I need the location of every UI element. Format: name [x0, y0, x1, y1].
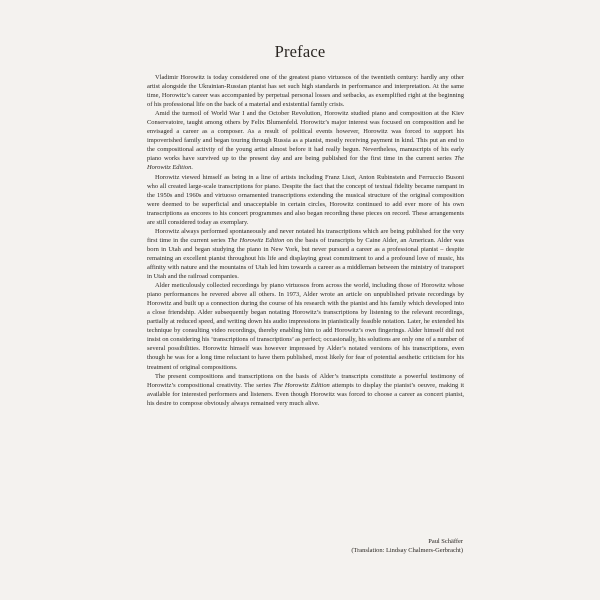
author-name: Paul Schäffer: [428, 538, 463, 545]
paragraph-text: Vladimir Horowitz is today considered one of the greatest piano virtuosos of the twentieth century: hardly any other artist alongside the Ukrainian-Russian pianist has set such high standards in performance and interpretation. At the same time, Horowitz’s career was accompanied by perpetual personal losses and setbacks, as exemplified right at the beginning of his professional life on the back of a material and existential family crisis.: [147, 74, 464, 109]
paragraph-text: Horowitz viewed himself as being in a line of artists including Franz Liszt, Anton Rubinstein and Ferruccio Busoni who all created large-scale transcriptions for piano. Despite the fact that the concept of textual fidelity became rampant in the 1950s and 1960s and virtuoso ornamented transcriptions extending the musical structure of the original composition were deemed to be superficial and unacceptable in certain circles, Horowitz continued to add ever more of his own transcriptions as encores to his concert programmes and also began recording these pieces on record. These arrangements are still considered today as exemplary.: [147, 173, 464, 226]
preface-body: [147, 73, 464, 408]
paragraph-text: Horowitz always performed spontaneously and never notated his transcriptions which are being published for the very first time in the current series: [147, 227, 464, 244]
series-title: The Horowitz Edition: [273, 381, 330, 389]
paragraph-4: [147, 227, 464, 281]
paragraph-text: Alder meticulously collected recordings by piano virtuosos from across the world, including those of Horowitz whose piano performances he revered above all others. In 1973, Alder wrote an article on unpublished private recordings by Horowitz and built up a connection during the course of his research with the pianist and his family which developed into a close friendship. Alder subsequently began notating Horowitz’s transcriptions by listening to the relevant recordings, partially at reduced speed, and writing down his audio impressions in pianistically feasible notation. Later, he extended his technique by consulting video recordings, thereby enabling him to add Horowitz’s own fingerings. Alder himself did not insist on considering his ‘transcriptions of transcriptions’ as perfect; occasionally, his solutions are only one of a number of several possibilities. Horowitz himself was however impressed by Alder’s notated versions of his transcriptions, even though he was for a long time reluctant to have them published, most likely for fear of potential aesthetic criticism for his treatment of original compositions.: [147, 282, 464, 371]
paragraph-text: on the basis of transcripts by Caine Alder, an American. Alder was born in Utah and began studying the piano in New York, but never pursued a career as a professional pianist – despite remaining an excellent pianist throughout his life and displaying great commitment to and a profound love of music, his affinity with nature and the mountains of Utah led him towards a career as a middleman between the ministry of transport in Utah and the railroad companies.: [147, 236, 464, 281]
paragraph-2: [147, 109, 464, 172]
paragraph-3: [147, 173, 464, 227]
paragraph-6: [147, 372, 464, 408]
series-title: The Horowitz Edition: [227, 236, 285, 244]
series-title: The Horowitz Edition: [147, 155, 464, 172]
paragraph-text: Amid the turmoil of World War I and the October Revolution, Horowitz studied piano and composition at the Kiev Conservatoire, taught among others by Felix Blumenfeld. Horowitz’s major interest was focused on composition and he envisaged a career as a composer. As a result of political events however, Horowitz was forced to support his impoverished family and began touring through Russia as a pianist, mostly receiving payment in kind. This put an end to the compositional activity of the young artist almost before it had really begun. Nevertheless, manuscripts of his early piano works have survived up to the present day and are being published for the first time in the current series: [147, 110, 464, 163]
paragraph-text: The present compositions and transcriptions on the basis of Alder’s transcripts constitute a powerful testimony of Horowitz’s compositional creativity. The series: [147, 372, 464, 389]
translator-credit: (Translation: Lindsay Chalmers-Gerbracht): [351, 547, 463, 555]
signature-block: [300, 537, 463, 555]
paragraph-5: [147, 281, 464, 371]
paragraph-text: attempts to display the pianist’s oeuvre, making it available for interested performers and listeners. Even though Horowitz was forced to choose a career as concert pianist, his desire to compose obviously always remained very much alive.: [147, 381, 465, 407]
page-title: Preface: [274, 42, 326, 61]
paragraph-text: .: [191, 164, 193, 172]
paragraph-1: [147, 73, 464, 109]
